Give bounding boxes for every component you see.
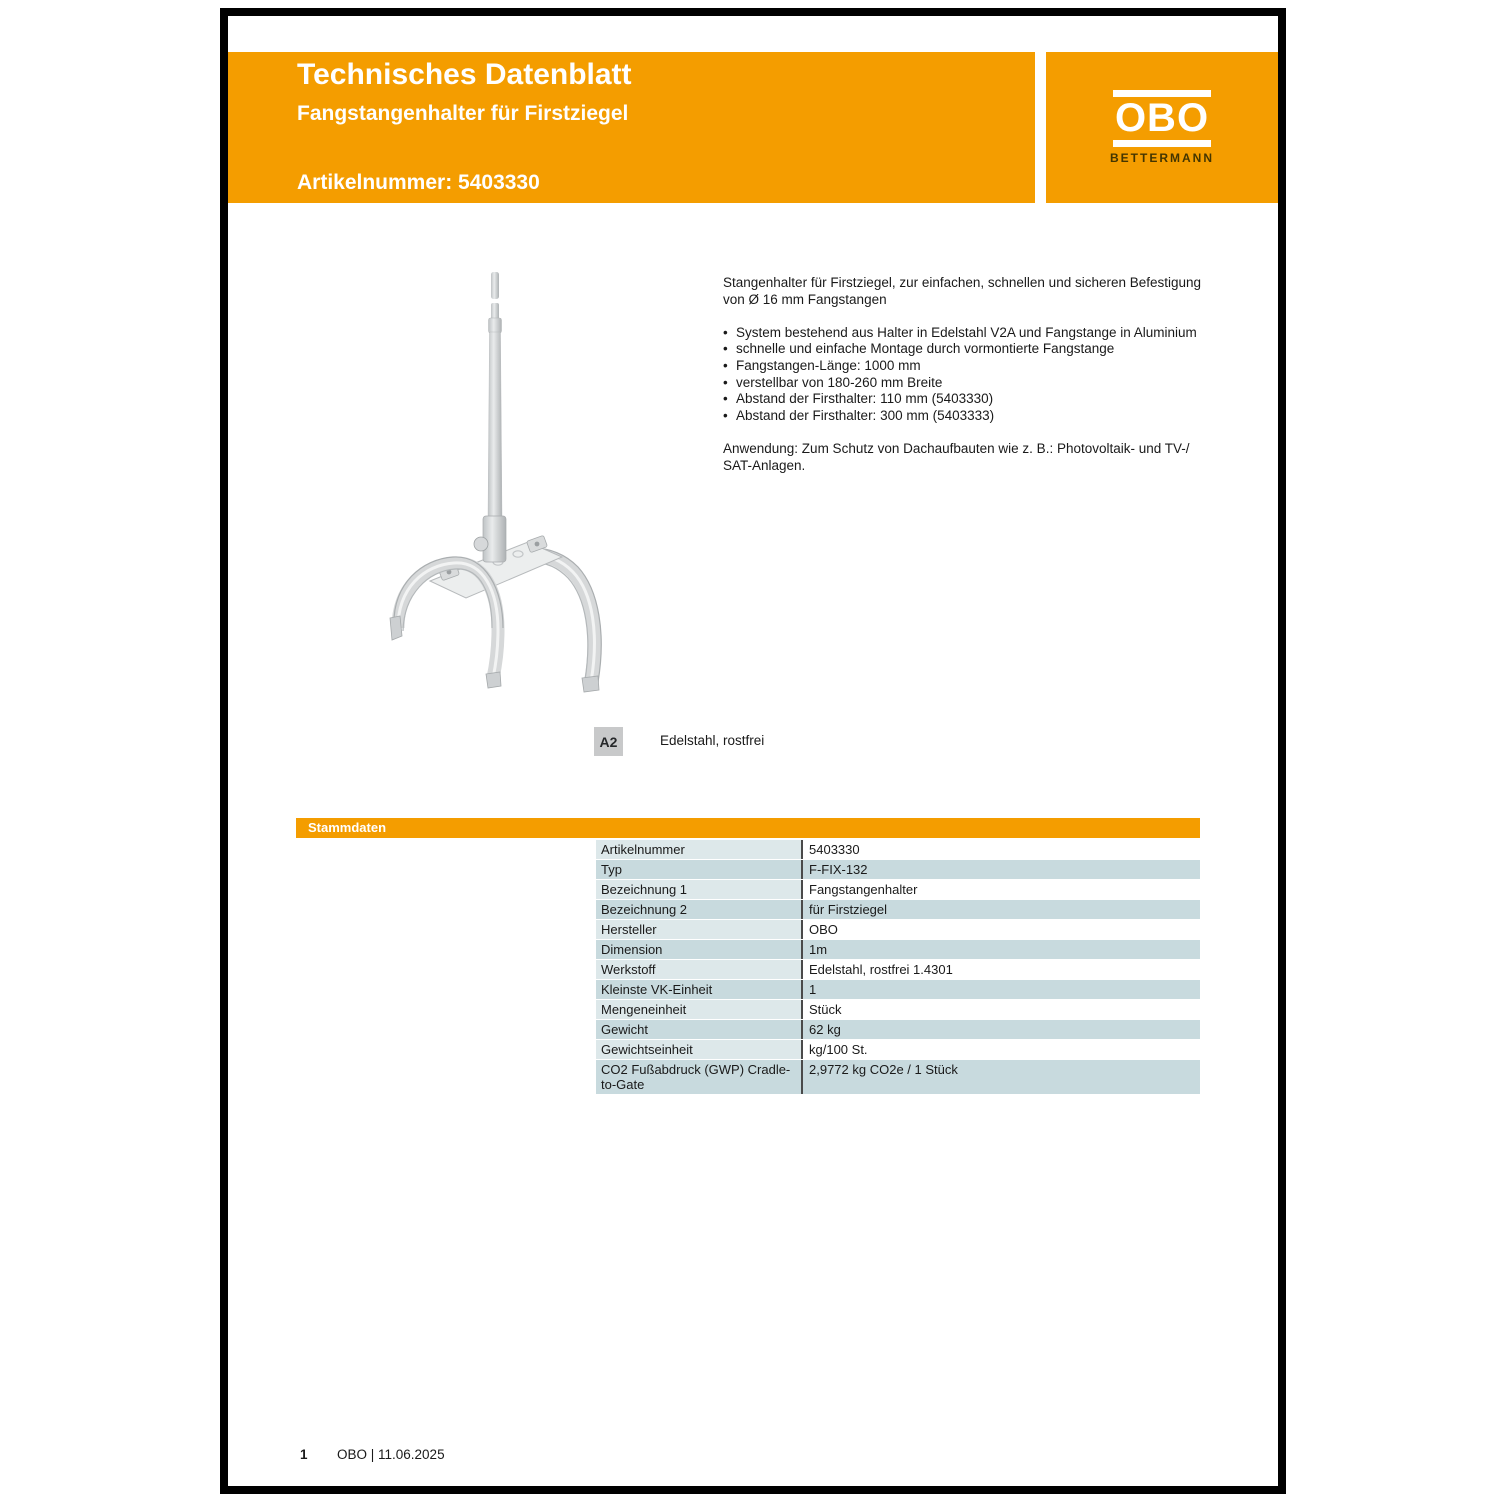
stammdaten-table xyxy=(596,840,1200,1095)
page-subtitle: Fangstangenhalter für Firstziegel xyxy=(297,102,629,125)
row-value: 1m xyxy=(801,940,1200,959)
material-badge: A2 xyxy=(594,727,623,756)
bullet-text: Abstand der Firsthalter: 300 mm (5403333) xyxy=(736,407,995,423)
header-title-block xyxy=(228,52,1035,203)
bullet-icon: • xyxy=(723,324,728,340)
row-value: F-FIX-132 xyxy=(801,860,1200,879)
row-value: 62 kg xyxy=(801,1020,1200,1039)
table-row xyxy=(596,1020,1200,1039)
obo-logo xyxy=(1110,90,1214,165)
row-label: Dimension xyxy=(596,940,801,959)
bullet-icon: • xyxy=(723,407,728,423)
row-label: Gewichtseinheit xyxy=(596,1040,801,1059)
table-row xyxy=(596,860,1200,879)
application-line: SAT-Anlagen. xyxy=(723,457,806,473)
header-divider xyxy=(1035,52,1046,203)
row-label: CO2 Fußabdruck (GWP) Cradle-to-Gate xyxy=(596,1060,801,1094)
product-description xyxy=(723,275,1248,474)
row-value: Fangstangenhalter xyxy=(801,880,1200,899)
logo-bottom-bar xyxy=(1113,140,1211,147)
table-row xyxy=(596,1040,1200,1059)
feature-bullet xyxy=(723,408,1248,425)
row-label: Gewicht xyxy=(596,1020,801,1039)
table-row xyxy=(596,880,1200,899)
row-value: Edelstahl, rostfrei 1.4301 xyxy=(801,960,1200,979)
row-value: für Firstziegel xyxy=(801,900,1200,919)
table-row xyxy=(596,980,1200,999)
bullet-text: schnelle und einfache Montage durch vormontierte Fangstange xyxy=(736,341,1115,357)
bullet-text: verstellbar von 180-260 mm Breite xyxy=(736,374,943,390)
row-value: 5403330 xyxy=(801,840,1200,859)
bullet-text: System bestehend aus Halter in Edelstahl V2A und Fangstange in Aluminium xyxy=(736,324,1197,340)
row-value: 2,9772 kg CO2e / 1 Stück xyxy=(801,1060,1200,1094)
bullet-icon: • xyxy=(723,391,728,407)
feature-bullet xyxy=(723,325,1248,342)
bullet-icon: • xyxy=(723,357,728,373)
row-label: Typ xyxy=(596,860,801,879)
row-value: 1 xyxy=(801,980,1200,999)
table-row xyxy=(596,900,1200,919)
page-title: Technisches Datenblatt xyxy=(297,58,632,91)
bullet-text: Abstand der Firsthalter: 110 mm (5403330) xyxy=(736,391,994,407)
row-label: Hersteller xyxy=(596,920,801,939)
table-section-header: Stammdaten xyxy=(296,818,1200,838)
row-label: Bezeichnung 1 xyxy=(596,880,801,899)
table-row xyxy=(596,960,1200,979)
row-label: Werkstoff xyxy=(596,960,801,979)
rod-holder-illustration xyxy=(380,260,700,700)
feature-bullet xyxy=(723,375,1248,392)
row-label: Kleinste VK-Einheit xyxy=(596,980,801,999)
table-row xyxy=(596,840,1200,859)
feature-bullet xyxy=(723,358,1248,375)
row-value: Stück xyxy=(801,1000,1200,1019)
bullet-text: Fangstangen-Länge: 1000 mm xyxy=(736,357,921,373)
page-number: 1 xyxy=(300,1447,308,1462)
product-image xyxy=(380,260,700,700)
header xyxy=(228,52,1278,203)
table-row xyxy=(596,940,1200,959)
logo-block xyxy=(1046,52,1278,203)
logo-text: OBO xyxy=(1114,96,1210,140)
table-row xyxy=(596,1060,1200,1094)
row-value: kg/100 St. xyxy=(801,1040,1200,1059)
page-footer xyxy=(300,1447,445,1462)
row-label: Bezeichnung 2 xyxy=(596,900,801,919)
material-label: Edelstahl, rostfrei xyxy=(660,733,765,748)
table-row xyxy=(596,1000,1200,1019)
row-label: Artikelnummer xyxy=(596,840,801,859)
feature-bullet xyxy=(723,341,1248,358)
description-intro-line: von Ø 16 mm Fangstangen xyxy=(723,291,887,307)
row-label: Mengeneinheit xyxy=(596,1000,801,1019)
article-number: Artikelnummer: 5403330 xyxy=(297,171,540,194)
table-row xyxy=(596,920,1200,939)
datasheet-page xyxy=(220,8,1286,1494)
bullet-icon: • xyxy=(723,341,728,357)
material-row xyxy=(594,727,764,756)
application-line: Anwendung: Zum Schutz von Dachaufbauten wie z. B.: Photovoltaik- und TV-/ xyxy=(723,440,1190,456)
footer-text: OBO | 11.06.2025 xyxy=(337,1447,445,1462)
row-value: OBO xyxy=(801,920,1200,939)
feature-bullet xyxy=(723,391,1248,408)
bullet-icon: • xyxy=(723,374,728,390)
logo-subtext: BETTERMANN xyxy=(1110,151,1214,165)
description-intro-line: Stangenhalter für Firstziegel, zur einfachen, schnellen und sicheren Befestigung xyxy=(723,275,1202,290)
